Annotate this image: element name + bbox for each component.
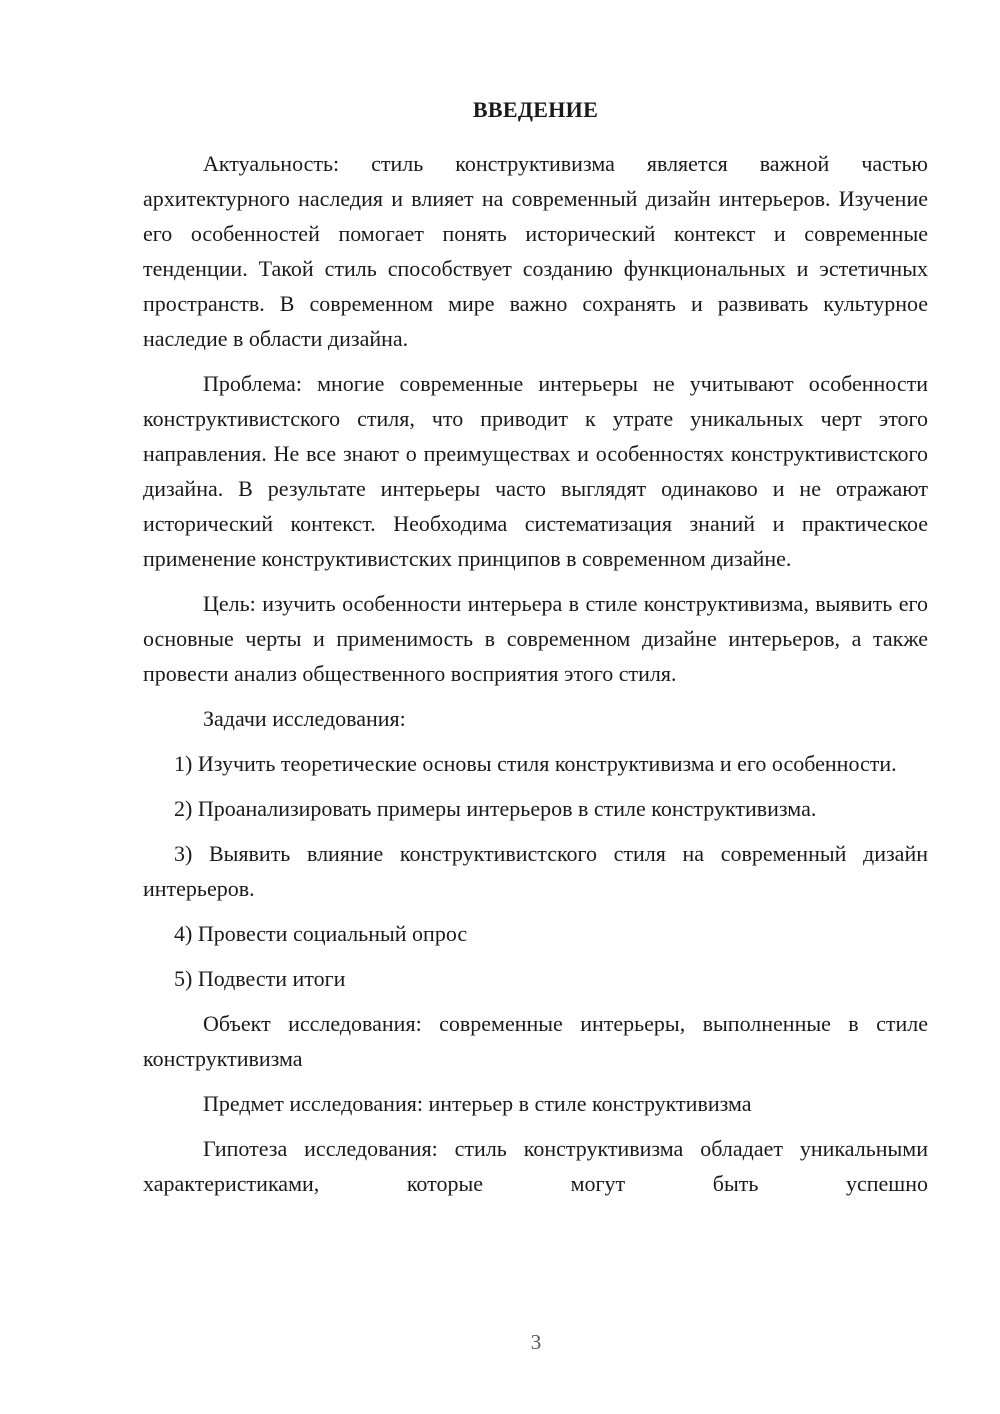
hypothesis-paragraph: Гипотеза исследования: стиль конструктивизма обладает уникальными характеристиками, которые могут быть успешно <box>143 1136 928 1196</box>
subject-paragraph: Предмет исследования: интерьер в стиле конструктивизма <box>203 1091 752 1116</box>
task-item: 1) Изучить теоретические основы стиля конструктивизма и его особенности. <box>174 751 897 776</box>
object-paragraph: Объект исследования: современные интерьеры, выполненные в стиле конструктивизма <box>143 1011 928 1071</box>
page-content <box>143 92 928 1211</box>
goal-paragraph: Цель: изучить особенности интерьера в стиле конструктивизма, выявить его основные черты и применимость в современном дизайне интерьеров, а также провести анализ общественного восприятия этого стиля. <box>143 591 928 686</box>
relevance-paragraph: Актуальность: стиль конструктивизма является важной частью архитектурного наследия и влияет на современный дизайн интерьеров. Изучение его особенностей помогает понять исторический контекст и современные тенденции. Такой стиль способствует созданию функциональных и эстетичных пространств. В современном мире важно сохранять и развивать культурное наследие в области дизайна. <box>143 151 928 351</box>
task-item: 3) Выявить влияние конструктивистского стиля на современный дизайн интерьеров. <box>143 841 928 901</box>
page-number: 3 <box>530 1330 542 1354</box>
task-item: 4) Провести социальный опрос <box>174 921 468 946</box>
task-item: 2) Проанализировать примеры интерьеров в стиле конструктивизма. <box>174 796 817 821</box>
section-heading: ВВЕДЕНИЕ <box>472 97 599 122</box>
problem-paragraph: Проблема: многие современные интерьеры не учитывают особенности конструктивистского стиля, что приводит к утрате уникальных черт этого направления. Не все знают о преимуществах и особенностях конструктивистского дизайна. В результате интерьеры часто выглядят одинаково и не отражают исторический контекст. Необходима систематизация знаний и практическое применение конструктивистских принципов в современном дизайне. <box>143 371 928 571</box>
tasks-list <box>143 746 928 996</box>
task-item: 5) Подвести итоги <box>174 966 346 991</box>
tasks-title: Задачи исследования: <box>203 706 406 731</box>
